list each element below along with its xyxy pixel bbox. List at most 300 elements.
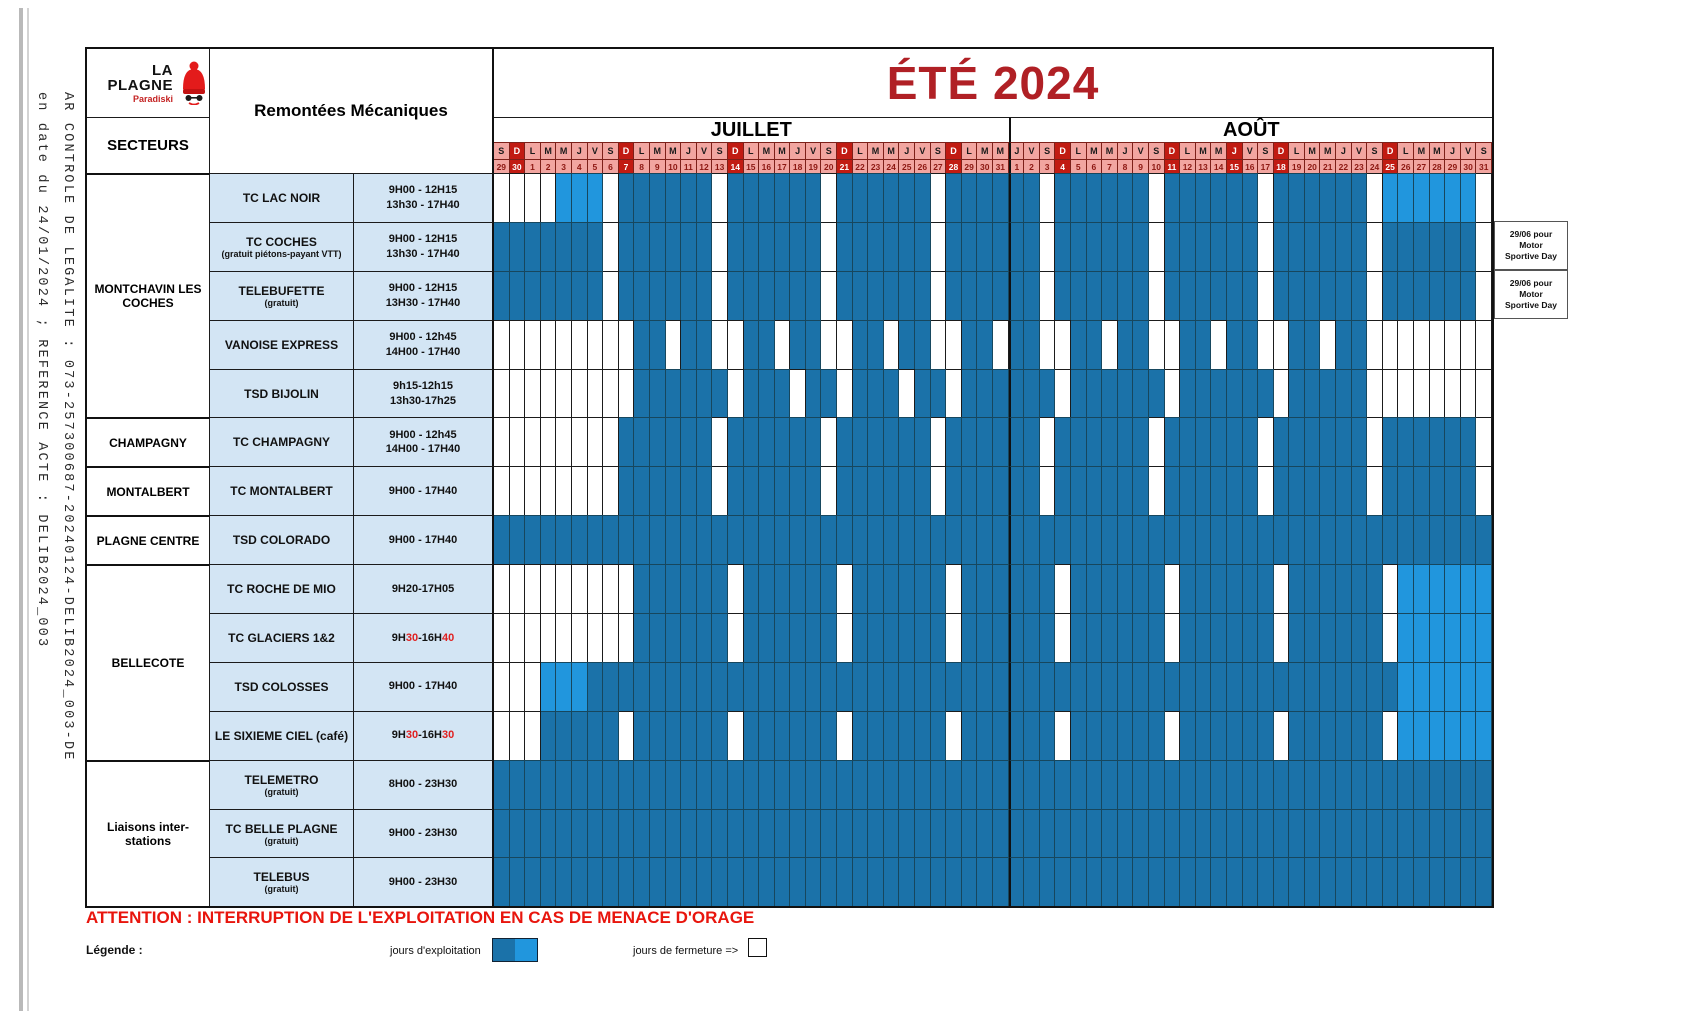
day-letter-cell: V	[1024, 142, 1040, 159]
day-number-cell: 1	[1009, 159, 1025, 173]
day-cell	[1118, 760, 1134, 809]
day-cell	[1149, 662, 1165, 711]
day-letter-cell: M	[1305, 142, 1321, 159]
day-cell	[650, 222, 666, 271]
day-cell	[1461, 222, 1477, 271]
day-cell	[790, 760, 806, 809]
day-cell	[1352, 857, 1368, 906]
day-cell	[541, 711, 557, 760]
day-cell	[1196, 369, 1212, 418]
day-cell	[1305, 320, 1321, 369]
day-cell	[666, 173, 682, 222]
day-cell	[1476, 173, 1492, 222]
day-cell	[1398, 466, 1414, 515]
day-cell	[666, 222, 682, 271]
legal-stamp-line2: en date du 24/01/2024 ; REFERENCE ACTE : DELIB2024_003	[34, 92, 49, 649]
storm-warning-text: ATTENTION : INTERRUPTION DE L'EXPLOITATION EN CAS DE MENACE D'ORAGE	[86, 908, 755, 927]
day-cell	[977, 857, 993, 906]
day-cell	[744, 466, 760, 515]
day-cell	[790, 857, 806, 906]
side-note-line: Motor	[1519, 239, 1543, 250]
day-cell	[1320, 417, 1336, 466]
day-cell	[1118, 222, 1134, 271]
day-cell	[634, 320, 650, 369]
day-cell	[1352, 760, 1368, 809]
day-cell	[1133, 173, 1149, 222]
day-cell	[1414, 173, 1430, 222]
day-cell	[1180, 369, 1196, 418]
day-cell	[728, 564, 744, 613]
day-cell	[1149, 369, 1165, 418]
day-cell	[946, 369, 962, 418]
hours-line: 8H00 - 23H30	[388, 778, 458, 791]
day-cell	[619, 662, 635, 711]
day-cell	[821, 515, 837, 564]
day-cell	[744, 271, 760, 320]
day-number-cell: 14	[1211, 159, 1227, 173]
day-cell	[1040, 662, 1056, 711]
day-cell	[1383, 613, 1399, 662]
day-cell	[915, 564, 931, 613]
day-cell	[1009, 662, 1025, 711]
day-cell	[1024, 466, 1040, 515]
day-cell	[1243, 271, 1259, 320]
day-cell	[1274, 613, 1290, 662]
day-cell	[837, 417, 853, 466]
side-note-line: 29/06 pour	[1509, 277, 1553, 288]
day-cell	[494, 809, 510, 858]
day-cell	[1040, 320, 1056, 369]
day-letter-cell: S	[821, 142, 837, 159]
day-cell	[1227, 760, 1243, 809]
day-cell	[541, 613, 557, 662]
day-number-cell: 31	[1476, 159, 1492, 173]
day-cell	[1414, 711, 1430, 760]
day-cell	[525, 515, 541, 564]
day-cell	[853, 857, 869, 906]
day-cell	[775, 809, 791, 858]
day-cell	[759, 320, 775, 369]
day-cell	[1227, 320, 1243, 369]
legend-closed-days-swatch	[748, 938, 767, 957]
day-cell	[899, 711, 915, 760]
day-cell	[681, 369, 697, 418]
day-number-cell: 30	[1461, 159, 1477, 173]
day-cell	[1258, 809, 1274, 858]
day-cell	[1476, 466, 1492, 515]
lift-name-cell	[210, 369, 354, 418]
day-cell	[712, 466, 728, 515]
day-cell	[666, 760, 682, 809]
day-number-cell: 20	[821, 159, 837, 173]
day-cell	[1211, 369, 1227, 418]
day-cell	[697, 564, 713, 613]
day-number-cell: 5	[1071, 159, 1087, 173]
day-cell	[572, 564, 588, 613]
day-cell	[1258, 417, 1274, 466]
day-cell	[868, 320, 884, 369]
day-cell	[790, 711, 806, 760]
day-cell	[572, 173, 588, 222]
day-cell	[806, 662, 822, 711]
day-cell	[1274, 222, 1290, 271]
day-cell	[1398, 711, 1414, 760]
day-cell	[556, 857, 572, 906]
day-number-cell: 27	[931, 159, 947, 173]
day-cell	[666, 320, 682, 369]
day-cell	[946, 564, 962, 613]
day-cell	[1274, 466, 1290, 515]
day-letter-cell: M	[541, 142, 557, 159]
day-cell	[1040, 613, 1056, 662]
day-cell	[821, 711, 837, 760]
day-cell	[1258, 369, 1274, 418]
day-cell	[1320, 515, 1336, 564]
day-cell	[603, 662, 619, 711]
day-cell	[1009, 515, 1025, 564]
day-cell	[962, 662, 978, 711]
day-cell	[1352, 369, 1368, 418]
day-cell	[993, 662, 1009, 711]
day-number-cell: 16	[1243, 159, 1259, 173]
day-cell	[884, 809, 900, 858]
side-note-line: Motor	[1519, 288, 1543, 299]
day-cell	[510, 809, 526, 858]
day-number-cell: 19	[806, 159, 822, 173]
day-cell	[1367, 173, 1383, 222]
day-cell	[1149, 564, 1165, 613]
day-cell	[1087, 857, 1103, 906]
lift-name: TC LAC NOIR	[242, 190, 321, 205]
day-cell	[1320, 857, 1336, 906]
day-cell	[1227, 222, 1243, 271]
day-number-cell: 12	[1180, 159, 1196, 173]
day-cell	[1149, 320, 1165, 369]
day-cell	[915, 760, 931, 809]
sector-cell-montalbert: MONTALBERT	[87, 466, 210, 515]
day-cell	[1133, 662, 1149, 711]
day-cell	[525, 173, 541, 222]
day-cell	[821, 760, 837, 809]
day-cell	[946, 222, 962, 271]
day-cell	[1289, 466, 1305, 515]
day-number-cell: 6	[1087, 159, 1103, 173]
day-cell	[588, 417, 604, 466]
day-cell	[1087, 760, 1103, 809]
day-cell	[1133, 711, 1149, 760]
lift-hours-cell	[354, 564, 494, 613]
day-cell	[1289, 369, 1305, 418]
day-cell	[899, 760, 915, 809]
day-cell	[1009, 320, 1025, 369]
day-cell	[556, 760, 572, 809]
day-cell	[977, 760, 993, 809]
day-cell	[837, 809, 853, 858]
day-cell	[1055, 417, 1071, 466]
day-cell	[1383, 711, 1399, 760]
day-cell	[1383, 760, 1399, 809]
day-cell	[837, 320, 853, 369]
day-cell	[510, 466, 526, 515]
day-cell	[1461, 857, 1477, 906]
day-cell	[1289, 271, 1305, 320]
day-cell	[634, 564, 650, 613]
day-cell	[728, 809, 744, 858]
day-number-cell: 18	[790, 159, 806, 173]
day-cell	[744, 613, 760, 662]
day-cell	[510, 662, 526, 711]
day-cell	[868, 613, 884, 662]
day-cell	[1367, 857, 1383, 906]
day-cell	[1211, 662, 1227, 711]
day-cell	[1009, 222, 1025, 271]
day-cell	[1461, 466, 1477, 515]
day-cell	[1367, 320, 1383, 369]
day-letter-cell: M	[1211, 142, 1227, 159]
day-cell	[650, 564, 666, 613]
day-cell	[556, 222, 572, 271]
lift-hours-cell	[354, 760, 494, 809]
day-cell	[603, 222, 619, 271]
day-cell	[1367, 760, 1383, 809]
legend-open-swatch-light	[515, 939, 537, 961]
day-letter-cell: J	[572, 142, 588, 159]
day-cell	[1445, 369, 1461, 418]
day-cell	[1430, 173, 1446, 222]
lift-name-cell	[210, 711, 354, 760]
day-cell	[915, 271, 931, 320]
day-letter-cell: D	[1165, 142, 1181, 159]
day-cell	[1087, 809, 1103, 858]
day-cell	[1461, 320, 1477, 369]
day-number-cell: 8	[634, 159, 650, 173]
day-cell	[650, 173, 666, 222]
day-cell	[899, 564, 915, 613]
day-cell	[1024, 809, 1040, 858]
day-cell	[650, 857, 666, 906]
day-cell	[977, 417, 993, 466]
scan-edge-artifact	[19, 8, 23, 1011]
day-cell	[1258, 466, 1274, 515]
day-cell	[790, 564, 806, 613]
day-cell	[1414, 857, 1430, 906]
day-cell	[790, 417, 806, 466]
day-cell	[1227, 564, 1243, 613]
day-cell	[853, 173, 869, 222]
day-letter-cell: M	[884, 142, 900, 159]
day-cell	[1430, 271, 1446, 320]
day-cell	[494, 320, 510, 369]
day-cell	[525, 466, 541, 515]
day-cell	[993, 369, 1009, 418]
lift-hours-cell	[354, 320, 494, 369]
day-cell	[1071, 711, 1087, 760]
day-cell	[1274, 271, 1290, 320]
day-cell	[697, 613, 713, 662]
day-number-cell: 31	[993, 159, 1009, 173]
day-cell	[1461, 613, 1477, 662]
day-cell	[634, 857, 650, 906]
day-cell	[775, 711, 791, 760]
day-cell	[759, 271, 775, 320]
legend-open-days-swatch	[492, 938, 538, 962]
day-letter-cell: S	[712, 142, 728, 159]
day-cell	[634, 173, 650, 222]
day-number-cell: 30	[510, 159, 526, 173]
day-cell	[572, 222, 588, 271]
day-cell	[977, 320, 993, 369]
day-cell	[603, 857, 619, 906]
day-cell	[1055, 662, 1071, 711]
day-cell	[1211, 857, 1227, 906]
hours-line: 9H30-16H30	[391, 729, 455, 742]
hours-line: 9H00 - 12H15	[388, 232, 458, 245]
day-cell	[1430, 809, 1446, 858]
day-cell	[681, 417, 697, 466]
hours-line: 9h15-12h15	[393, 379, 453, 392]
day-cell	[619, 369, 635, 418]
day-cell	[790, 271, 806, 320]
day-cell	[1118, 417, 1134, 466]
day-number-cell: 7	[1102, 159, 1118, 173]
hours-line: 9H00 - 12h45	[389, 330, 457, 343]
day-cell	[775, 173, 791, 222]
day-cell	[1133, 564, 1149, 613]
day-cell	[494, 369, 510, 418]
day-number-cell: 4	[1055, 159, 1071, 173]
day-cell	[1367, 564, 1383, 613]
day-cell	[977, 809, 993, 858]
day-cell	[556, 564, 572, 613]
day-letter-cell: J	[681, 142, 697, 159]
day-cell	[868, 711, 884, 760]
day-cell	[1227, 173, 1243, 222]
day-cell	[775, 417, 791, 466]
day-cell	[1383, 564, 1399, 613]
day-cell	[1180, 711, 1196, 760]
lift-name-cell	[210, 271, 354, 320]
day-cell	[1258, 760, 1274, 809]
day-cell	[1196, 564, 1212, 613]
day-cell	[1430, 711, 1446, 760]
day-cell	[525, 760, 541, 809]
day-cell	[1367, 271, 1383, 320]
day-cell	[525, 809, 541, 858]
day-cell	[712, 760, 728, 809]
day-cell	[1289, 417, 1305, 466]
day-number-cell: 15	[1227, 159, 1243, 173]
day-cell	[977, 369, 993, 418]
day-cell	[510, 417, 526, 466]
day-cell	[1305, 173, 1321, 222]
day-cell	[697, 662, 713, 711]
day-cell	[1102, 369, 1118, 418]
day-cell	[962, 564, 978, 613]
day-cell	[744, 564, 760, 613]
day-cell	[790, 613, 806, 662]
day-cell	[806, 857, 822, 906]
day-cell	[775, 515, 791, 564]
day-cell	[728, 173, 744, 222]
day-cell	[884, 711, 900, 760]
day-cell	[1305, 711, 1321, 760]
day-cell	[1398, 271, 1414, 320]
day-cell	[931, 760, 947, 809]
month-header-july: JUILLET	[494, 117, 1009, 142]
day-number-cell: 29	[494, 159, 510, 173]
day-letter-cell: D	[837, 142, 853, 159]
hours-line: 13h30 - 17H40	[386, 198, 460, 211]
day-cell	[510, 515, 526, 564]
day-cell	[759, 613, 775, 662]
day-cell	[1367, 613, 1383, 662]
day-number-cell: 9	[650, 159, 666, 173]
day-cell	[1305, 271, 1321, 320]
day-cell	[1243, 662, 1259, 711]
day-cell	[1040, 417, 1056, 466]
day-cell	[1133, 760, 1149, 809]
day-cell	[1180, 320, 1196, 369]
day-cell	[1274, 809, 1290, 858]
day-cell	[572, 662, 588, 711]
day-cell	[1320, 760, 1336, 809]
lift-name-cell	[210, 564, 354, 613]
day-cell	[1476, 760, 1492, 809]
day-cell	[837, 711, 853, 760]
day-cell	[1243, 320, 1259, 369]
day-cell	[1180, 564, 1196, 613]
day-cell	[650, 369, 666, 418]
day-cell	[1258, 515, 1274, 564]
day-cell	[1087, 564, 1103, 613]
day-cell	[712, 369, 728, 418]
day-cell	[931, 173, 947, 222]
day-cell	[1383, 222, 1399, 271]
day-cell	[619, 760, 635, 809]
day-letter-cell: M	[993, 142, 1009, 159]
day-cell	[494, 857, 510, 906]
day-cell	[1196, 662, 1212, 711]
day-cell	[790, 222, 806, 271]
day-cell	[556, 613, 572, 662]
day-cell	[603, 760, 619, 809]
day-cell	[1367, 466, 1383, 515]
day-cell	[666, 809, 682, 858]
day-number-cell: 29	[1445, 159, 1461, 173]
day-cell	[1102, 222, 1118, 271]
day-letter-cell: J	[1118, 142, 1134, 159]
day-cell	[1009, 271, 1025, 320]
day-letter-cell: D	[728, 142, 744, 159]
side-note	[1494, 221, 1568, 270]
day-cell	[1383, 320, 1399, 369]
day-cell	[1445, 662, 1461, 711]
day-cell	[775, 320, 791, 369]
day-cell	[1040, 173, 1056, 222]
day-letter-cell: D	[1055, 142, 1071, 159]
day-cell	[1071, 173, 1087, 222]
day-cell	[946, 466, 962, 515]
day-cell	[650, 809, 666, 858]
day-cell	[1320, 173, 1336, 222]
day-cell	[1040, 564, 1056, 613]
day-cell	[1055, 466, 1071, 515]
day-cell	[681, 760, 697, 809]
day-cell	[884, 857, 900, 906]
lift-name-cell	[210, 466, 354, 515]
day-cell	[1430, 466, 1446, 515]
day-number-cell: 20	[1305, 159, 1321, 173]
